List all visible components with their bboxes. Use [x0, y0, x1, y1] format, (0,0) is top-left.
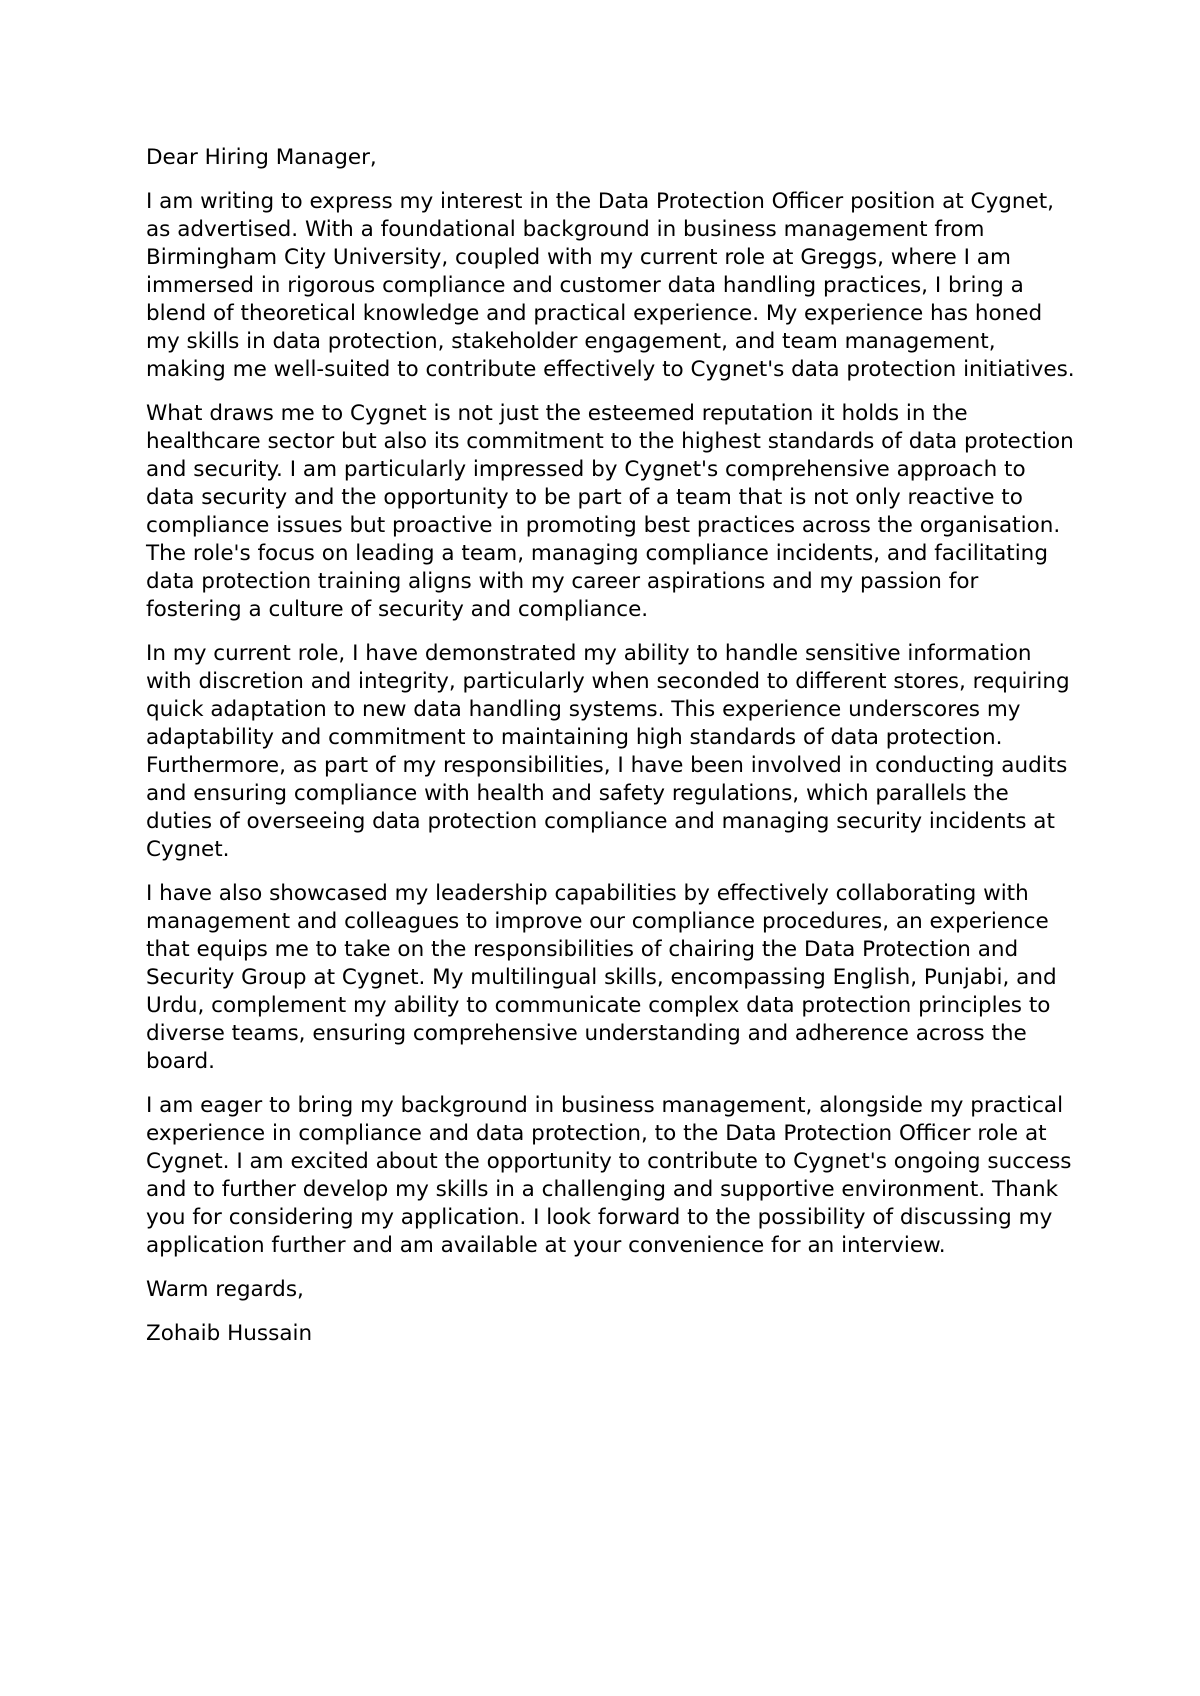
paragraph-experience: In my current role, I have demonstrated my ability to handle sensitive information with discretion and integrity, particularly when seconded to different stores, requiring quick adaptation to new data handling systems. This experience underscores my adaptability and commitment to maintaining high standards of data protection. Furthermore, as part of my responsibilities, I have been involved in conducting audits and ensuring compliance with health and safety regulations, which parallels the duties of overseeing data protection compliance and managing security incidents at Cygnet. — [146, 641, 1070, 862]
paragraph-conclusion: I am eager to bring my background in business management, alongside my practical experience in compliance and data protection, to the Data Protection Officer role at Cygnet. I am excited about the opportunity to contribute to Cygnet's ongoing success and to further develop my skills in a challenging and supportive environment. Thank you for considering my application. I look forward to the possibility of discussing my application further and am available at your convenience for an interview. — [146, 1093, 1072, 1258]
signature-name: Zohaib Hussain — [146, 1321, 313, 1346]
salutation: Dear Hiring Manager, — [146, 145, 377, 170]
closing: Warm regards, — [146, 1277, 304, 1302]
paragraph-leadership: I have also showcased my leadership capabilities by effectively collaborating with management and colleagues to improve our compliance procedures, an experience that equips me to take on the responsibilities of chairing the Data Protection and Security Group at Cygnet. My multilingual skills, encompassing English, Punjabi, and Urdu, complement my ability to communicate complex data protection principles to diverse teams, ensuring comprehensive understanding and adherence across the board. — [146, 881, 1057, 1074]
paragraph-motivation: What draws me to Cygnet is not just the esteemed reputation it holds in the healthcare sector but also its commitment to the highest standards of data protection and security. I am particularly impressed by Cygnet's comprehensive approach to data security and the opportunity to be part of a team that is not only reactive to compliance issues but proactive in promoting best practices across the organisation. The role's focus on leading a team, managing compliance incidents, and facilitating data protection training aligns with my career aspirations and my passion for fostering a culture of security and compliance. — [146, 401, 1074, 622]
paragraph-intro: I am writing to express my interest in the Data Protection Officer position at Cygnet, as advertised. With a foundational background in business management from Birmingham City University, coupled with my current role at Greggs, where I am immersed in rigorous compliance and customer data handling practices, I bring a blend of theoretical knowledge and practical experience. My experience has honed my skills in data protection, stakeholder engagement, and team management, making me well-suited to contribute effectively to Cygnet's data protection initiatives. — [146, 189, 1075, 382]
cover-letter — [146, 144, 1076, 1364]
